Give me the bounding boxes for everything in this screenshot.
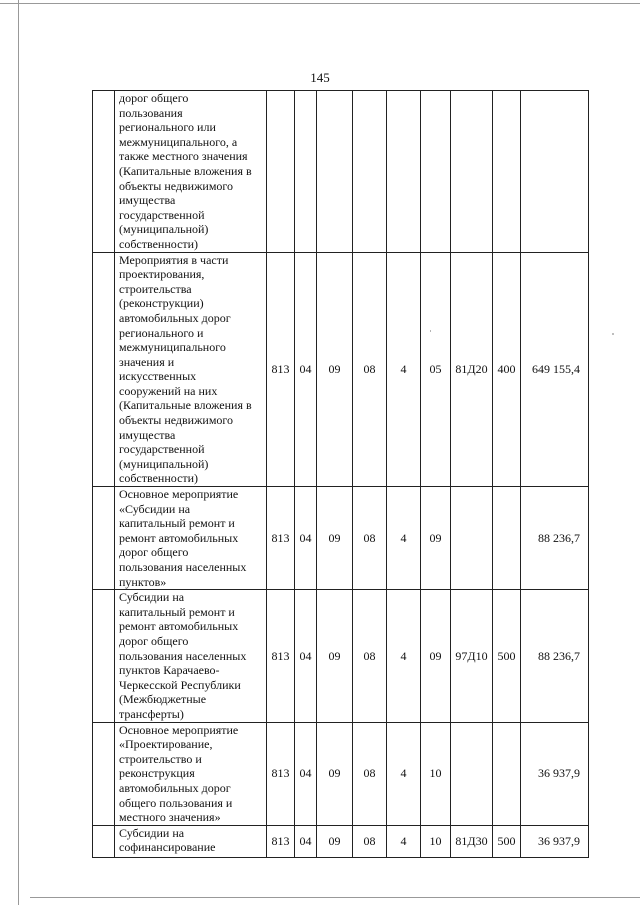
main-activity-cell xyxy=(421,91,451,253)
item-name-line: регионального или xyxy=(119,120,216,135)
item-name-line: регионального и xyxy=(119,325,204,340)
expense-type-cell xyxy=(493,91,521,253)
item-name-line: Черкесской Республики xyxy=(119,677,241,692)
program-cell: 08 xyxy=(353,252,387,487)
item-name-line: дорог общего xyxy=(119,633,189,648)
subsection-cell: 09 xyxy=(317,252,353,487)
subsection-cell: 09 xyxy=(317,722,353,825)
subprogram-cell: 4 xyxy=(387,825,421,857)
program-cell: 08 xyxy=(353,590,387,722)
subprogram-cell: 4 xyxy=(387,487,421,590)
item-name-cell xyxy=(115,252,267,487)
item-name-line: проектирования, xyxy=(119,267,205,282)
item-name-line: межмуниципального, а xyxy=(119,134,238,149)
subprogram-cell: 4 xyxy=(387,722,421,825)
item-name-line: капитальный ремонт и xyxy=(119,604,235,619)
item-name-line: пользования населенных xyxy=(119,560,247,574)
item-name-line: пунктов» xyxy=(119,574,167,589)
item-name-line: (Капитальные вложения в xyxy=(119,398,252,413)
item-name-line: государственной xyxy=(119,207,205,222)
item-name-line: (реконструкции) xyxy=(119,296,204,311)
gov-code-cell: 813 xyxy=(267,487,295,590)
item-name-line: Субсидии на xyxy=(119,590,185,605)
gov-code-cell: 813 xyxy=(267,722,295,825)
section-cell: 04 xyxy=(295,487,317,590)
direction-code-cell: 97Д10 xyxy=(451,590,493,722)
table-row xyxy=(93,825,589,857)
scan-edge-bottom xyxy=(30,897,640,898)
section-cell: 04 xyxy=(295,722,317,825)
program-cell xyxy=(353,91,387,253)
gov-code-cell: 813 xyxy=(267,590,295,722)
item-name-line: капитальный ремонт и xyxy=(119,516,235,531)
section-cell: 04 xyxy=(295,252,317,487)
item-name-line: значения и xyxy=(119,354,175,369)
row-index-cell xyxy=(93,722,115,825)
main-activity-cell: 10 xyxy=(421,722,451,825)
direction-code-cell: 81Д30 xyxy=(451,825,493,857)
row-index-cell xyxy=(93,487,115,590)
amount-cell: 36 937,9 xyxy=(521,722,589,825)
row-index-cell xyxy=(93,91,115,253)
direction-code-cell: 81Д20 xyxy=(451,252,493,487)
item-name-cell xyxy=(115,487,267,590)
item-name-line: софинансирование xyxy=(119,840,216,855)
subsection-cell xyxy=(317,91,353,253)
item-name-line: (муниципальной) xyxy=(119,456,209,471)
program-cell: 08 xyxy=(353,487,387,590)
item-name-line: Субсидии на xyxy=(119,825,185,840)
direction-code-cell xyxy=(451,722,493,825)
item-name-line: автомобильных дорог xyxy=(119,310,231,325)
item-name-line: дорог общего xyxy=(119,545,189,560)
direction-code-cell xyxy=(451,91,493,253)
item-name-line: объекты недвижимого xyxy=(119,178,234,193)
item-name-cell xyxy=(115,722,267,825)
item-name-line: межмуниципального xyxy=(119,340,226,355)
scan-edge-left xyxy=(18,0,19,905)
item-name-cell xyxy=(115,590,267,722)
page-number: 145 xyxy=(310,70,330,85)
scan-speck xyxy=(612,333,614,335)
main-activity-cell: 10 xyxy=(421,825,451,857)
amount-cell: 88 236,7 xyxy=(521,487,589,590)
subsection-cell: 09 xyxy=(317,487,353,590)
item-name-line: трансферты) xyxy=(119,706,184,721)
subsection-cell: 09 xyxy=(317,825,353,857)
item-name-line: Основное мероприятие xyxy=(119,487,239,502)
item-name-line: государственной xyxy=(119,442,205,457)
item-name-line: ремонт автомобильных xyxy=(119,619,239,634)
row-index-cell xyxy=(93,590,115,722)
item-name-line: (Межбюджетные xyxy=(119,692,207,707)
main-activity-cell: 09 xyxy=(421,487,451,590)
section-cell: 04 xyxy=(295,590,317,722)
scan-edge-top xyxy=(0,3,640,4)
gov-code-cell: 813 xyxy=(267,252,295,487)
item-name-line: дорог общего xyxy=(119,91,189,105)
amount-cell: 36 937,9 xyxy=(521,825,589,857)
subprogram-cell: 4 xyxy=(387,252,421,487)
item-name-line: «Проектирование, xyxy=(119,737,213,752)
item-name-cell xyxy=(115,825,267,857)
item-name-line: искусственных xyxy=(119,369,197,384)
budget-table-body xyxy=(93,91,589,858)
row-index-cell xyxy=(93,825,115,857)
item-name-line: (муниципальной) xyxy=(119,222,209,237)
expense-type-cell: 400 xyxy=(493,252,521,487)
amount-cell xyxy=(521,91,589,253)
item-name-line: имущества xyxy=(119,193,176,208)
item-name-line: «Субсидии на xyxy=(119,501,191,516)
subsection-cell: 09 xyxy=(317,590,353,722)
item-name-line: строительства xyxy=(119,281,192,296)
row-index-cell xyxy=(93,252,115,487)
table-row xyxy=(93,487,589,590)
item-name-line: пользования xyxy=(119,105,183,120)
amount-cell: 649 155,4 xyxy=(521,252,589,487)
expense-type-cell xyxy=(493,487,521,590)
item-name-cell xyxy=(115,91,267,253)
amount-cell: 88 236,7 xyxy=(521,590,589,722)
expense-type-cell: 500 xyxy=(493,825,521,857)
item-name-line: ремонт автомобильных xyxy=(119,530,239,545)
table-row xyxy=(93,590,589,722)
budget-table xyxy=(92,90,589,858)
section-cell: 04 xyxy=(295,825,317,857)
item-name-line: (Капитальные вложения в xyxy=(119,163,252,178)
item-name-line: реконструкция xyxy=(119,766,195,781)
item-name-line: объекты недвижимого xyxy=(119,413,234,428)
item-name-line: собственности) xyxy=(119,471,199,486)
item-name-line: строительство и xyxy=(119,751,202,766)
gov-code-cell: 813 xyxy=(267,825,295,857)
item-name-line: Основное мероприятие xyxy=(119,722,239,737)
item-name-line: также местного значения xyxy=(119,149,248,164)
direction-code-cell xyxy=(451,487,493,590)
item-name-line: общего пользования и xyxy=(119,795,233,810)
main-activity-cell: 05 xyxy=(421,252,451,487)
table-row xyxy=(93,91,589,253)
item-name-line: автомобильных дорог xyxy=(119,780,231,795)
item-name-line: Мероприятия в части xyxy=(119,252,229,267)
item-name-line: собственности) xyxy=(119,236,199,251)
section-cell xyxy=(295,91,317,253)
expense-type-cell xyxy=(493,722,521,825)
item-name-line: местного значения» xyxy=(119,810,221,825)
item-name-line: пользования населенных xyxy=(119,648,247,663)
item-name-line: сооружений на них xyxy=(119,383,218,398)
item-name-line: имущества xyxy=(119,427,176,442)
expense-type-cell: 500 xyxy=(493,590,521,722)
subprogram-cell: 4 xyxy=(387,590,421,722)
gov-code-cell xyxy=(267,91,295,253)
table-row xyxy=(93,252,589,487)
program-cell: 08 xyxy=(353,722,387,825)
item-name-line: пунктов Карачаево- xyxy=(119,663,220,678)
subprogram-cell xyxy=(387,91,421,253)
program-cell: 08 xyxy=(353,825,387,857)
table-row xyxy=(93,722,589,825)
main-activity-cell: 09 xyxy=(421,590,451,722)
